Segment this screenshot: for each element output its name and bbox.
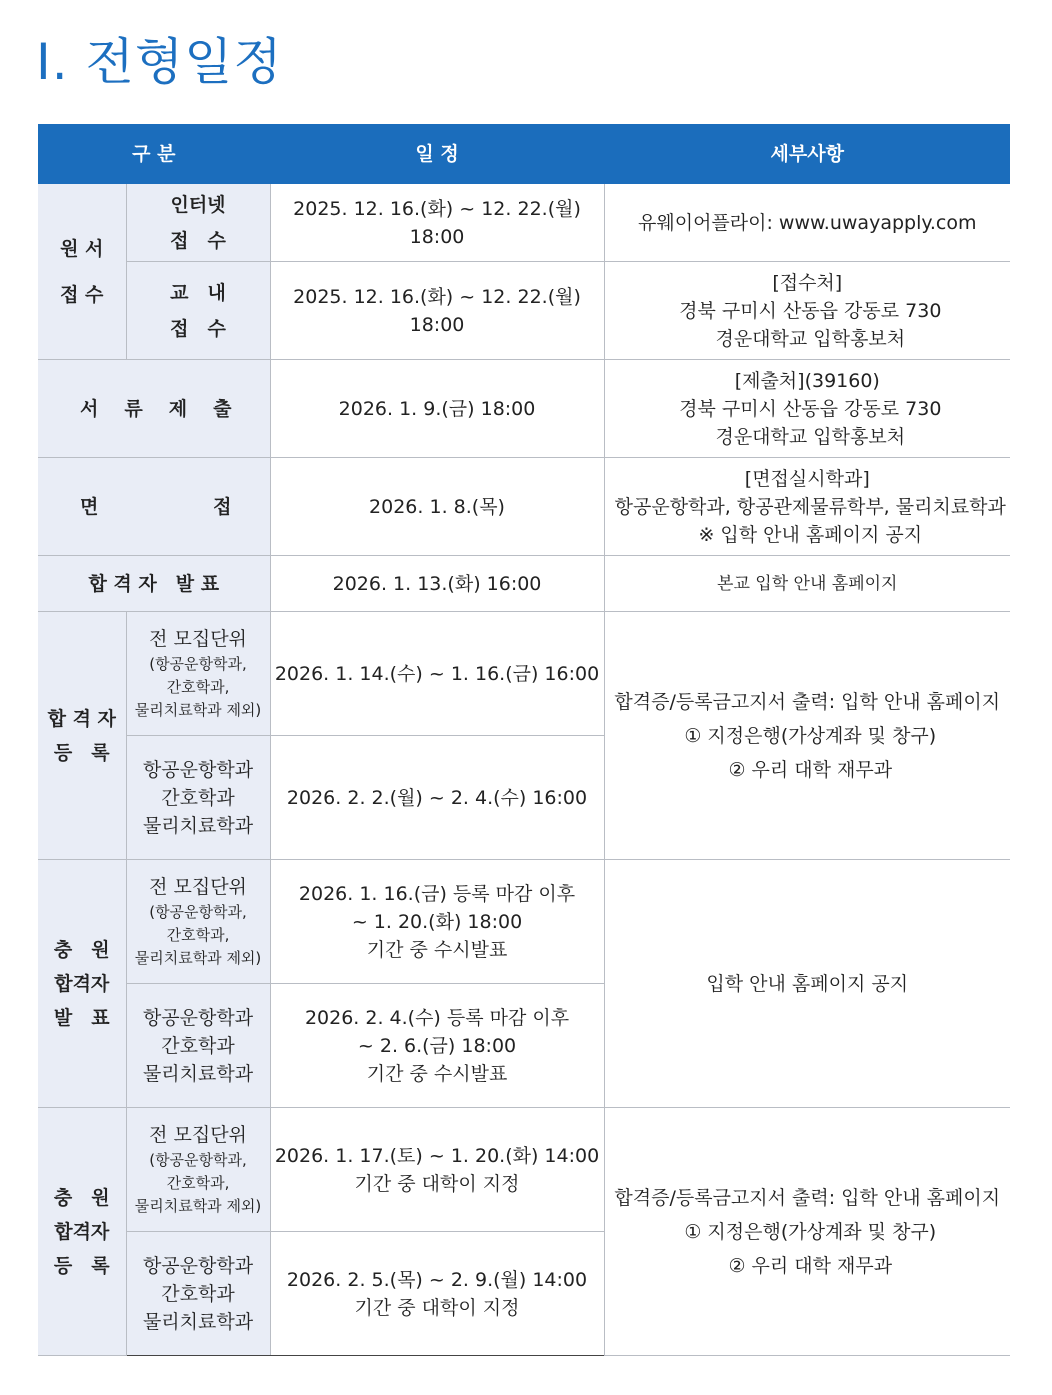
additional-announce-detail: 입학 안내 홈페이지 공지 <box>604 860 1010 1108</box>
application-label: 원 서 접 수 <box>38 184 126 360</box>
announcement-date: 2026. 1. 13.(화) 16:00 <box>270 556 604 612</box>
table-row <box>38 860 1010 984</box>
interview-label: 면 접 <box>38 458 270 556</box>
table-row <box>38 458 1010 556</box>
documents-detail: [제출처](39160) 경북 구미시 산동읍 강동로 730 경운대학교 입학홍보처 <box>604 360 1010 458</box>
campus-detail: [접수처] 경북 구미시 산동읍 강동로 730 경운대학교 입학홍보처 <box>604 262 1010 360</box>
campus-date: 2025. 12. 16.(화) ~ 12. 22.(월) 18:00 <box>270 262 604 360</box>
additional-announce-label: 충 원 합격자 발 표 <box>38 860 126 1108</box>
table-row <box>38 1108 1010 1232</box>
additional-register-special-label: 항공운항학과 간호학과 물리치료학과 <box>126 1232 270 1356</box>
additional-announce-general-label: 전 모집단위 (항공운항학과, 간호학과, 물리치료학과 제외) <box>126 860 270 984</box>
interview-detail: [면접실시학과] 항공운항학과, 항공관제물류학부, 물리치료학과 ※ 입학 안내 홈페이지 공지 <box>604 458 1010 556</box>
table-row <box>38 556 1010 612</box>
additional-register-special-date: 2026. 2. 5.(목) ~ 2. 9.(월) 14:00 기간 중 대학이 지정 <box>270 1232 604 1356</box>
table-row <box>38 262 1010 360</box>
header-schedule: 일 정 <box>270 125 604 184</box>
additional-register-general-date: 2026. 1. 17.(토) ~ 1. 20.(화) 14:00 기간 중 대학이 지정 <box>270 1108 604 1232</box>
additional-register-general-label: 전 모집단위 (항공운항학과, 간호학과, 물리치료학과 제외) <box>126 1108 270 1232</box>
additional-register-label: 충 원 합격자 등 록 <box>38 1108 126 1356</box>
online-date: 2025. 12. 16.(화) ~ 12. 22.(월) 18:00 <box>270 184 604 262</box>
table-row <box>38 184 1010 262</box>
announcement-label: 합 격 자 발 표 <box>38 556 270 612</box>
announcement-detail: 본교 입학 안내 홈페이지 <box>604 556 1010 612</box>
campus-label: 교 내 접 수 <box>126 262 270 360</box>
header-details: 세부사항 <box>604 125 1010 184</box>
documents-date: 2026. 1. 9.(금) 18:00 <box>270 360 604 458</box>
registration-detail: 합격증/등록금고지서 출력: 입학 안내 홈페이지 ① 지정은행(가상계좌 및 창구) ② 우리 대학 재무과 <box>604 612 1010 860</box>
header-category: 구 분 <box>38 125 270 184</box>
page-title: Ⅰ. 전형일정 <box>36 33 283 91</box>
interview-date: 2026. 1. 8.(목) <box>270 458 604 556</box>
registration-special-label: 항공운항학과 간호학과 물리치료학과 <box>126 736 270 860</box>
table-row <box>38 612 1010 736</box>
header-row <box>38 125 1010 184</box>
registration-general-date: 2026. 1. 14.(수) ~ 1. 16.(금) 16:00 <box>270 612 604 736</box>
online-detail: 유웨이어플라이: www.uwayapply.com <box>604 184 1010 262</box>
table-row <box>38 360 1010 458</box>
additional-announce-special-date: 2026. 2. 4.(수) 등록 마감 이후 ~ 2. 6.(금) 18:00 기간 중 수시발표 <box>270 984 604 1108</box>
registration-special-date: 2026. 2. 2.(월) ~ 2. 4.(수) 16:00 <box>270 736 604 860</box>
additional-announce-general-date: 2026. 1. 16.(금) 등록 마감 이후 ~ 1. 20.(화) 18:00 기간 중 수시발표 <box>270 860 604 984</box>
registration-general-label: 전 모집단위 (항공운항학과, 간호학과, 물리치료학과 제외) <box>126 612 270 736</box>
registration-label: 합 격 자 등 록 <box>38 612 126 860</box>
additional-announce-special-label: 항공운항학과 간호학과 물리치료학과 <box>126 984 270 1108</box>
additional-register-detail: 합격증/등록금고지서 출력: 입학 안내 홈페이지 ① 지정은행(가상계좌 및 창구) ② 우리 대학 재무과 <box>604 1108 1010 1356</box>
online-label: 인터넷 접 수 <box>126 184 270 262</box>
schedule-table <box>38 124 1010 1356</box>
documents-label: 서 류 제 출 <box>38 360 270 458</box>
